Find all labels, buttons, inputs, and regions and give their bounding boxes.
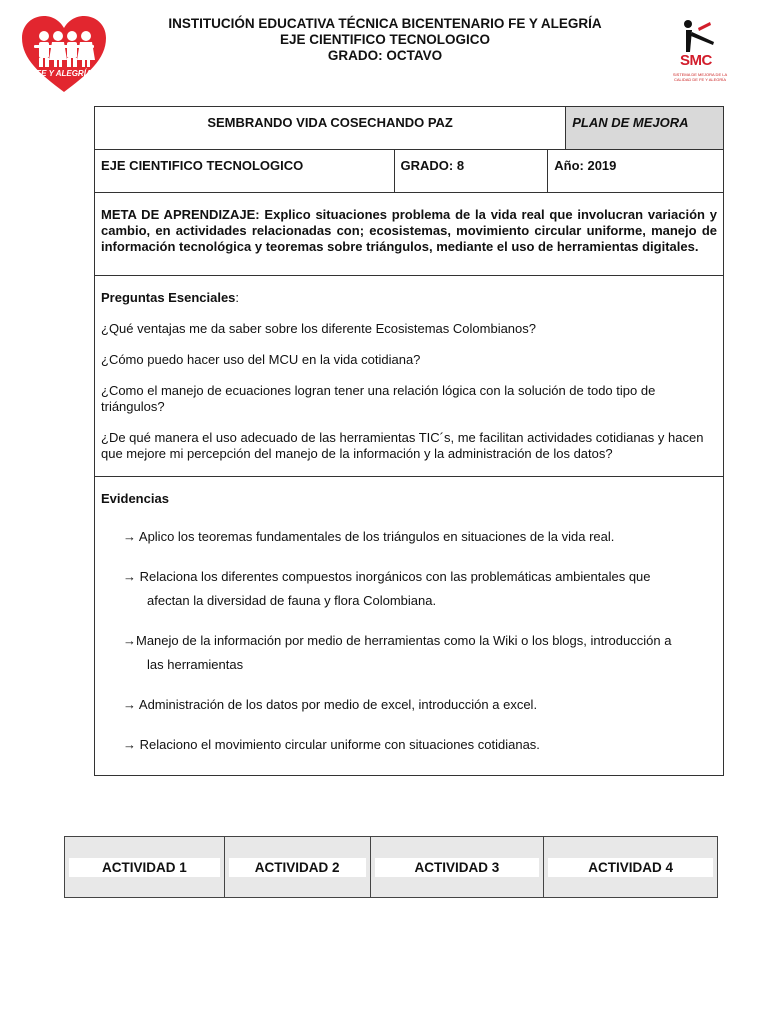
fe-y-alegria-logo [20,14,108,94]
document-header [120,16,650,64]
activity-cell [370,837,544,898]
activities-table [64,836,718,898]
question-item: ¿Qué ventajas me da saber sobre los diferente Ecosistemas Colombianos? [101,321,536,336]
plan-label-cell: PLAN DE MEJORA [566,107,724,150]
header-grade: GRADO: OCTAVO [327,48,443,63]
evidence-item [101,629,717,677]
questions-title: Preguntas Esenciales [101,290,236,305]
evidence-text: →Manejo de la información por medio de herramientas como la Wiki o los blogs, introducción a [123,633,672,648]
anio-cell: Año: 2019 [548,150,724,193]
activity-cell [65,837,225,898]
evidence-text: → Relaciona los diferentes compuestos inorgánicos con las problemáticas ambientales que [123,569,651,584]
activity-label: ACTIVIDAD 4 [548,858,713,877]
grado-cell: GRADO: 8 [394,150,548,193]
svg-text:FE Y ALEGRÍA: FE Y ALEGRÍA [36,69,92,78]
smc-logo-text: SMC [680,52,712,69]
improvement-plan-table [94,106,724,776]
evidences-title: Evidencias [101,491,169,506]
evidences [95,477,724,776]
questions-title-colon: : [235,290,240,305]
plan-title-cell: SEMBRANDO VIDA COSECHANDO PAZ [95,107,566,150]
evidence-text: → Relaciono el movimiento circular uniforme con situaciones cotidianas. [123,737,540,752]
essential-questions [95,276,724,477]
evidence-text: → Aplico los teoremas fundamentales de los triángulos en situaciones de la vida real. [123,529,615,544]
question-item: ¿De qué manera el uso adecuado de las herramientas TIC´s, me facilitan actividades cotidianas y hacen que mejore mi percepción del manejo de la información y la administración de los datos? [101,430,704,461]
activity-label: ACTIVIDAD 1 [69,858,220,877]
evidence-text: → Administración de los datos por medio de excel, introducción a excel. [123,697,538,712]
activity-label: ACTIVIDAD 3 [375,858,540,877]
eje-cell: EJE CIENTIFICO TECNOLOGICO [95,150,395,193]
question-item: ¿Cómo puedo hacer uso del MCU en la vida cotidiana? [101,352,421,367]
evidence-item [101,733,717,757]
smc-logo [670,18,730,88]
question-item: ¿Como el manejo de ecuaciones logran tener una relación lógica con la solución de todo tipo de triángulos? [101,383,656,414]
evidence-text-continued: afectan la diversidad de fauna y flora Colombiana. [147,593,437,608]
activity-cell [224,837,370,898]
activity-label: ACTIVIDAD 2 [229,858,366,877]
evidence-item [101,693,717,717]
smc-logo-subtext: SISTEMA DE MEJORA DE LA CALIDAD DE FE Y ALEGRÍA [672,72,728,82]
header-axis: EJE CIENTIFICO TECNOLOGICO [279,32,490,47]
evidence-text-continued: las herramientas [147,657,244,672]
activity-cell [544,837,718,898]
evidence-item [101,525,717,549]
institution-name: INSTITUCIÓN EDUCATIVA TÉCNICA BICENTENARIO FE Y ALEGRÍA [168,16,602,31]
learning-goal: META DE APRENDIZAJE: Explico situaciones problema de la vida real que involucran variación y cambio, en actividades relacionadas con; ecosistemas, movimiento circular uniforme, manejo de información tecnológica y teoremas sobre triángulos, mediante el uso de herramientas digitales. [95,193,724,276]
evidence-item [101,565,717,613]
